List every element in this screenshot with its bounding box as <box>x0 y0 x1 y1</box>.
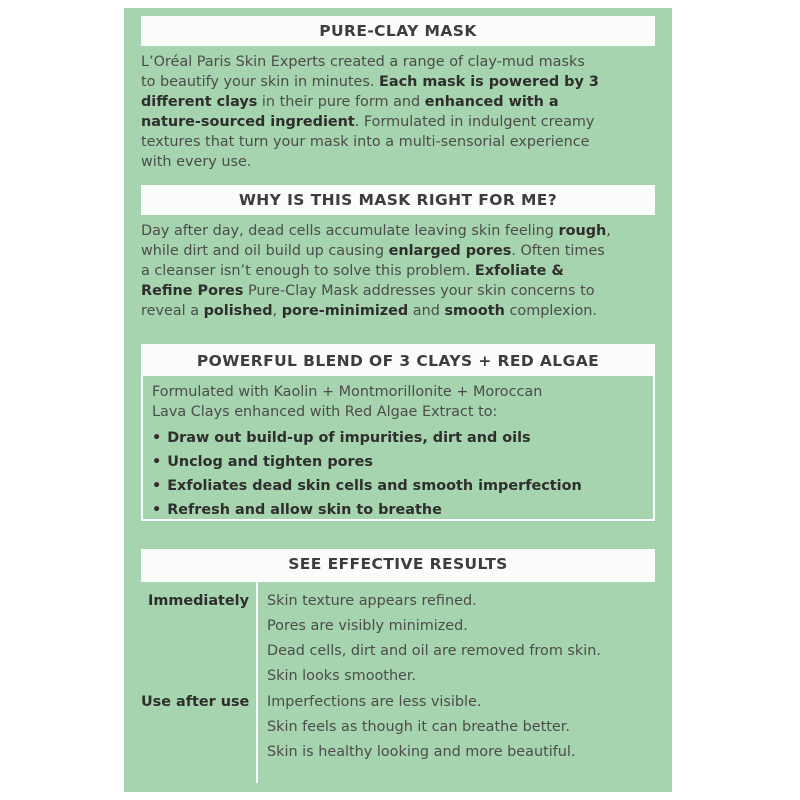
pure_clay-line <box>141 132 661 152</box>
why-line <box>141 301 661 321</box>
body-text: Pure-Clay Mask addresses your skin concerns to <box>243 283 595 299</box>
why-line <box>141 281 661 301</box>
why-line <box>141 221 661 241</box>
body-text: with every use. <box>141 154 252 170</box>
pure-clay-heading: PURE-CLAY MASK <box>141 16 655 46</box>
pure_clay-line <box>141 72 661 92</box>
pure_clay-line <box>141 112 661 132</box>
body-text: a cleanser isn’t enough to solve this problem. <box>141 263 475 279</box>
pure-clay-description <box>141 52 661 172</box>
blend-section <box>141 344 655 521</box>
body-text: reveal a <box>141 303 204 319</box>
body-text: complexion. <box>504 303 597 319</box>
why-line <box>141 241 661 261</box>
why-description <box>141 221 661 321</box>
body-text: while dirt and oil build up causing <box>141 243 389 259</box>
body-text: . Formulated in indulgent creamy <box>354 114 595 130</box>
product-info-panel <box>124 8 672 792</box>
results-label-use-after-use: Use after use <box>141 694 250 710</box>
blend-bullet <box>152 474 582 498</box>
bullet-icon: • <box>152 502 162 518</box>
blend-bullet <box>152 450 582 474</box>
results-item: Skin texture appears refined. <box>267 593 477 609</box>
blend-bullet-text: Unclog and tighten pores <box>167 454 373 470</box>
emphasis-text: Each mask is powered by 3 <box>379 74 599 90</box>
bullet-icon: • <box>152 478 162 494</box>
results-label-immediately: Immediately <box>147 593 249 609</box>
emphasis-text: different clays <box>141 94 258 110</box>
emphasis-text: rough <box>558 223 607 239</box>
blend-bullet <box>152 426 582 450</box>
blend-bullet-list <box>152 426 582 522</box>
pure_clay-line <box>141 52 661 72</box>
pure_clay-line <box>141 152 661 172</box>
blend-bullet <box>152 498 582 522</box>
blend-bullet-text: Draw out build-up of impurities, dirt and oils <box>167 430 531 446</box>
why-heading: WHY IS THIS MASK RIGHT FOR ME? <box>141 185 655 215</box>
emphasis-text: nature-sourced ingredient <box>141 114 355 130</box>
body-text: Day after day, dead cells accumulate leaving skin feeling <box>141 223 559 239</box>
body-text: textures that turn your mask into a multi-sensorial experience <box>141 134 590 150</box>
bullet-icon: • <box>152 454 162 470</box>
body-text: to beautify your skin in minutes. <box>141 74 380 90</box>
results-section <box>141 549 655 783</box>
results-item: Pores are visibly minimized. <box>267 618 468 634</box>
why-line <box>141 261 661 281</box>
pure_clay-line <box>141 92 661 112</box>
blend-heading: POWERFUL BLEND OF 3 CLAYS + RED ALGAE <box>143 346 653 376</box>
results-item: Skin feels as though it can breathe better. <box>267 719 570 735</box>
body-text: and <box>408 303 445 319</box>
emphasis-text: Exfoliate & <box>474 263 564 279</box>
results-item: Imperfections are less visible. <box>267 694 482 710</box>
emphasis-text: enlarged pores <box>388 243 512 259</box>
blend-intro-line: Formulated with Kaolin + Montmorillonite + Moroccan <box>152 384 543 400</box>
emphasis-text: Refine Pores <box>141 283 244 299</box>
emphasis-text: smooth <box>444 303 505 319</box>
results-item: Dead cells, dirt and oil are removed from skin. <box>267 643 601 659</box>
results-heading: SEE EFFECTIVE RESULTS <box>288 555 508 573</box>
body-text: L’Oréal Paris Skin Experts created a range of clay-mud masks <box>141 54 585 70</box>
results-item: Skin is healthy looking and more beautiful. <box>267 744 576 760</box>
body-text: in their pure form and <box>257 94 425 110</box>
emphasis-text: pore-minimized <box>281 303 409 319</box>
blend-intro-line: Lava Clays enhanced with Red Algae Extract to: <box>152 404 498 420</box>
body-text: , <box>606 223 611 239</box>
blend-intro <box>152 382 542 422</box>
body-text: . Often times <box>511 243 605 259</box>
emphasis-text: polished <box>203 303 273 319</box>
body-text: , <box>272 303 282 319</box>
bullet-icon: • <box>152 430 162 446</box>
blend-bullet-text: Exfoliates dead skin cells and smooth imperfection <box>167 478 582 494</box>
results-divider <box>256 582 258 783</box>
blend-bullet-text: Refresh and allow skin to breathe <box>167 502 442 518</box>
emphasis-text: enhanced with a <box>424 94 559 110</box>
results-item: Skin looks smoother. <box>267 668 417 684</box>
